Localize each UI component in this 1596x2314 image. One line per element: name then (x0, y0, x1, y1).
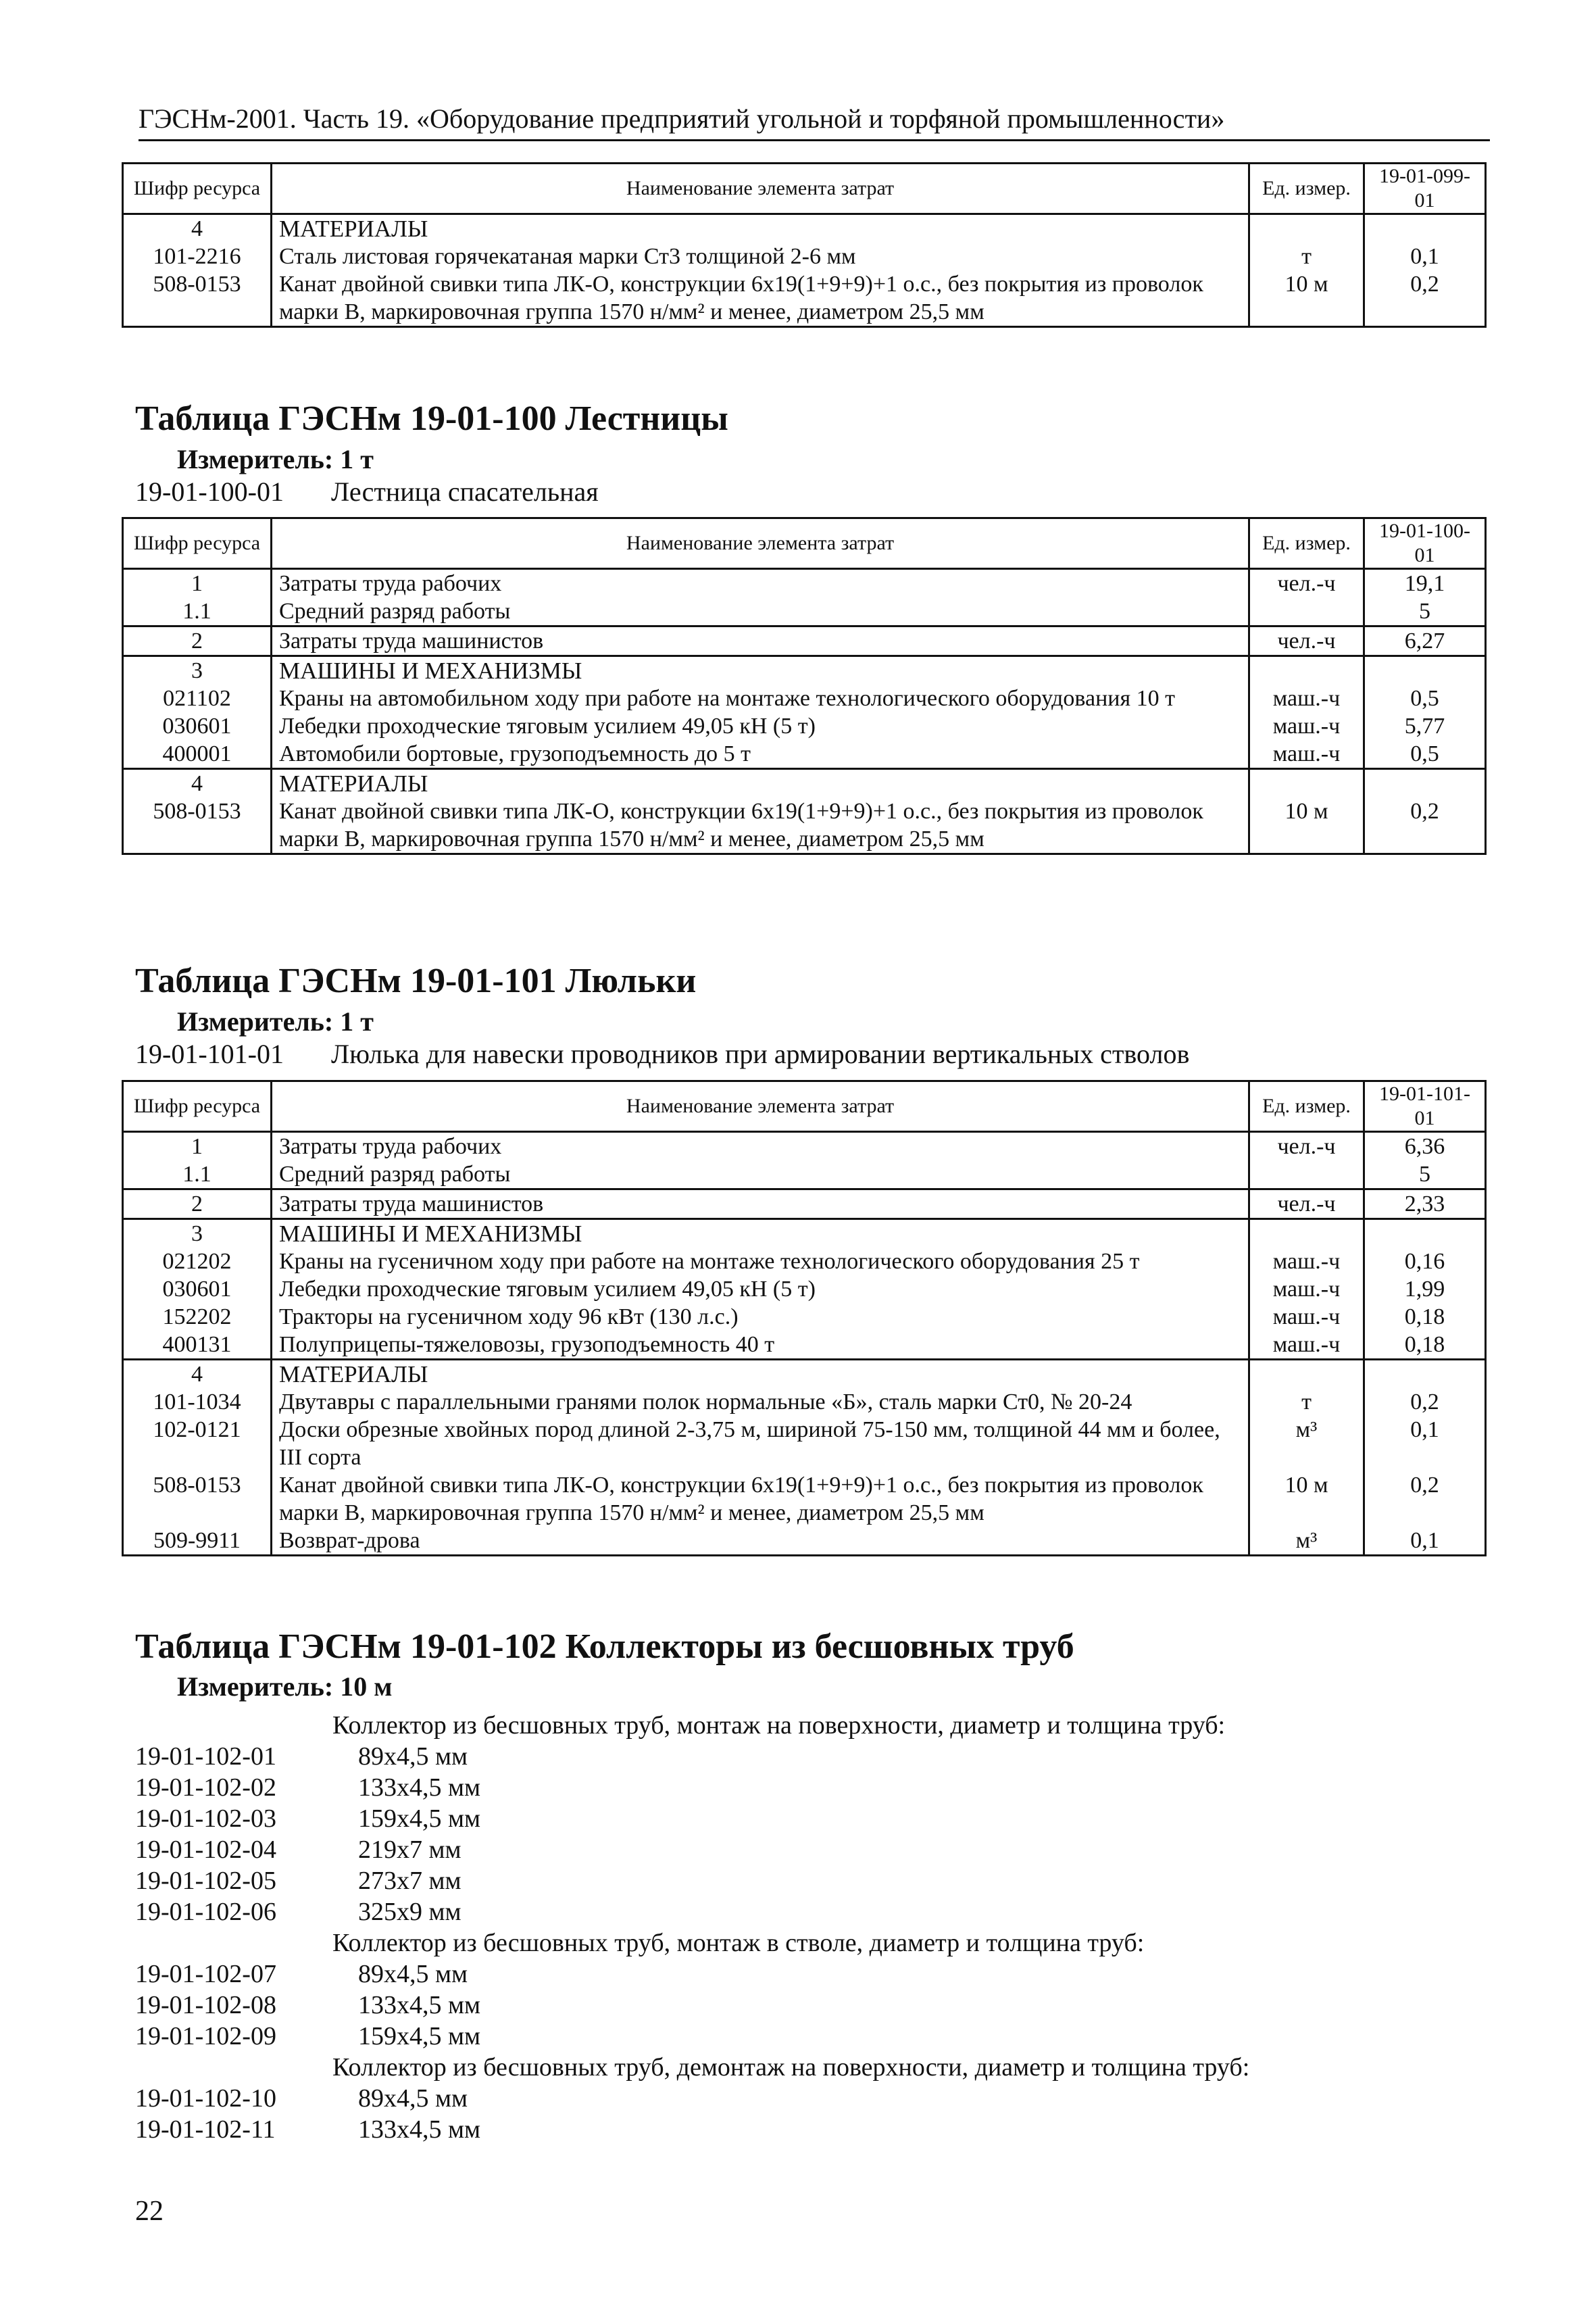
cell-unit (1249, 1160, 1364, 1189)
item-size: 159х4,5 мм (358, 2022, 481, 2050)
table-row (123, 769, 1486, 798)
list-subheading (135, 1710, 1249, 1741)
cell-value: 0,18 (1364, 1331, 1486, 1360)
list-item (135, 1990, 1249, 2021)
cell-unit: чел.-ч (1249, 569, 1364, 598)
cell-name: Сталь листовая горячекатаная марки Ст3 толщиной 2-6 мм (272, 243, 1249, 270)
cell-unit: чел.-ч (1249, 1189, 1364, 1219)
cell-code: 1 (123, 1132, 272, 1161)
cell-code: 508-0153 (123, 1471, 272, 1527)
table-row (123, 569, 1486, 598)
cell-name: Средний разряд работы (272, 597, 1249, 626)
table-row (123, 656, 1486, 685)
cell-value: 0,1 (1364, 1527, 1486, 1556)
cell-name: Двутавры с параллельными гранями полок нормальные «Б», сталь марки Ст0, № 20-24 (272, 1388, 1249, 1416)
table-row (123, 1360, 1486, 1389)
cell-code: 4 (123, 1360, 272, 1389)
cell-code: 508-0153 (123, 270, 272, 327)
table-title-102: Таблица ГЭСНм 19-01-102 Коллекторы из бесшовных труб (135, 1627, 1074, 1666)
table-row (123, 797, 1486, 854)
table-row (123, 1471, 1486, 1527)
list-item (135, 2083, 1249, 2114)
cell-name: Канат двойной свивки типа ЛК-О, конструкции 6х19(1+9+9)+1 о.с., без покрытия из проволок марки В, маркировочная группа 1570 н/мм² и менее, диаметром 25,5 мм (272, 797, 1249, 854)
cell-unit: чел.-ч (1249, 1132, 1364, 1161)
cell-name: Возврат-дрова (272, 1527, 1249, 1556)
table-row (123, 626, 1486, 656)
cell-name: МАТЕРИАЛЫ (272, 1360, 1249, 1389)
cell-unit: 10 м (1249, 270, 1364, 327)
col-header-name: Наименование элемента затрат (272, 518, 1249, 569)
item-code: 19-01-102-01 (135, 1742, 276, 1771)
cell-unit: м³ (1249, 1527, 1364, 1556)
subheading-text: Коллектор из бесшовных труб, монтаж на поверхности, диаметр и толщина труб: (332, 1711, 1226, 1740)
list-subheading (135, 2052, 1249, 2083)
cell-value (1364, 656, 1486, 685)
table-row (123, 1189, 1486, 1219)
cell-code: 102-0121 (123, 1416, 272, 1471)
col-header-code: Шифр ресурса (123, 1081, 272, 1132)
cell-value: 19,1 (1364, 569, 1486, 598)
cell-code: 400131 (123, 1331, 272, 1360)
cell-unit: маш.-ч (1249, 685, 1364, 712)
cell-code: 3 (123, 656, 272, 685)
table-row (123, 712, 1486, 740)
item-code: 19-01-102-06 (135, 1898, 276, 1926)
running-header: ГЭСНм-2001. Часть 19. «Оборудование предприятий угольной и торфяной промышленности» (139, 101, 1490, 141)
cell-value: 1,99 (1364, 1275, 1486, 1303)
item-list-102 (135, 1710, 1249, 2145)
cell-value: 0,2 (1364, 1388, 1486, 1416)
cell-name: Краны на автомобильном ходу при работе на монтаже технологического оборудования 10 т (272, 685, 1249, 712)
table-row (123, 1248, 1486, 1275)
subheading-text: Коллектор из бесшовных труб, монтаж в стволе, диаметр и толщина труб: (332, 1929, 1145, 1957)
item-size: 133х4,5 мм (358, 1991, 481, 2019)
cell-code: 021102 (123, 685, 272, 712)
item-size: 133х4,5 мм (358, 1773, 481, 1802)
cell-value (1364, 1360, 1486, 1389)
cell-unit (1249, 214, 1364, 243)
list-item (135, 1772, 1249, 1803)
cell-value (1364, 1219, 1486, 1248)
cell-name: Доски обрезные хвойных пород длиной 2-3,75 м, шириной 75-150 мм, толщиной 44 мм и более, III сорта (272, 1416, 1249, 1471)
item-code: 19-01-102-03 (135, 1804, 276, 1833)
list-item (135, 1834, 1249, 1865)
cell-code: 4 (123, 214, 272, 243)
cell-value (1364, 214, 1486, 243)
cell-name: МАШИНЫ И МЕХАНИЗМЫ (272, 1219, 1249, 1248)
item-size: 325х9 мм (358, 1898, 462, 1926)
table-row (123, 270, 1486, 327)
list-item (135, 1803, 1249, 1834)
cell-value: 5 (1364, 597, 1486, 626)
table-title-100: Таблица ГЭСНм 19-01-100 Лестницы (135, 399, 728, 438)
cell-code: 3 (123, 1219, 272, 1248)
col-header-unit: Ед. измер. (1249, 164, 1364, 214)
cell-name: Лебедки проходческие тяговым усилием 49,05 кН (5 т) (272, 1275, 1249, 1303)
cell-code: 030601 (123, 712, 272, 740)
cell-unit: маш.-ч (1249, 1248, 1364, 1275)
item-code: 19-01-102-09 (135, 2022, 276, 2050)
table-row (123, 740, 1486, 769)
cell-name: Краны на гусеничном ходу при работе на монтаже технологического оборудования 25 т (272, 1248, 1249, 1275)
col-header-norm: 19-01-101-01 (1364, 1081, 1486, 1132)
cell-name: МАТЕРИАЛЫ (272, 214, 1249, 243)
cell-unit (1249, 1219, 1364, 1248)
col-header-name: Наименование элемента затрат (272, 164, 1249, 214)
table-row (123, 1275, 1486, 1303)
cell-value: 0,5 (1364, 685, 1486, 712)
table-title-101: Таблица ГЭСНм 19-01-101 Люльки (135, 962, 697, 1000)
col-header-norm: 19-01-100-01 (1364, 518, 1486, 569)
item-size: 159х4,5 мм (358, 1804, 481, 1833)
cell-code: 101-2216 (123, 243, 272, 270)
cell-name: МАШИНЫ И МЕХАНИЗМЫ (272, 656, 1249, 685)
cell-value: 6,36 (1364, 1132, 1486, 1161)
list-subheading (135, 1927, 1249, 1959)
cell-code: 509-9911 (123, 1527, 272, 1556)
item-code: 19-01-102-02 (135, 1773, 276, 1802)
cell-unit: чел.-ч (1249, 626, 1364, 656)
col-header-name: Наименование элемента затрат (272, 1081, 1249, 1132)
cell-name: Лебедки проходческие тяговым усилием 49,05 кН (5 т) (272, 712, 1249, 740)
cell-code: 152202 (123, 1303, 272, 1331)
item-code: 19-01-102-08 (135, 1991, 276, 2019)
cell-code: 030601 (123, 1275, 272, 1303)
col-header-norm: 19-01-099-01 (1364, 164, 1486, 214)
cell-unit (1249, 769, 1364, 798)
table-row (123, 243, 1486, 270)
cell-value: 0,5 (1364, 740, 1486, 769)
cell-code: 508-0153 (123, 797, 272, 854)
cell-code: 1.1 (123, 1160, 272, 1189)
meter-101: Измеритель: 1 т (177, 1006, 374, 1037)
item-line-101 (135, 1038, 1189, 1070)
list-item (135, 1865, 1249, 1896)
cell-code: 101-1034 (123, 1388, 272, 1416)
table-row (123, 1416, 1486, 1471)
table-row (123, 214, 1486, 243)
meter-100: Измеритель: 1 т (177, 444, 374, 474)
col-header-code: Шифр ресурса (123, 518, 272, 569)
cell-unit: 10 м (1249, 797, 1364, 854)
table-row (123, 1331, 1486, 1360)
cell-value: 0,2 (1364, 797, 1486, 854)
cell-unit: маш.-ч (1249, 740, 1364, 769)
list-item (135, 1741, 1249, 1772)
col-header-unit: Ед. измер. (1249, 1081, 1364, 1132)
cell-value: 5,77 (1364, 712, 1486, 740)
cell-value: 0,1 (1364, 1416, 1486, 1471)
page-number: 22 (135, 2196, 164, 2227)
cell-value (1364, 769, 1486, 798)
cell-unit: т (1249, 243, 1364, 270)
cell-code: 4 (123, 769, 272, 798)
cell-unit (1249, 656, 1364, 685)
cell-name: Автомобили бортовые, грузоподъемность до 5 т (272, 740, 1249, 769)
item-code: 19-01-102-07 (135, 1960, 276, 1988)
cell-name: Затраты труда машинистов (272, 626, 1249, 656)
cell-code: 1 (123, 569, 272, 598)
cell-name: МАТЕРИАЛЫ (272, 769, 1249, 798)
cell-unit: маш.-ч (1249, 712, 1364, 740)
cell-unit: т (1249, 1388, 1364, 1416)
item-size: 89х4,5 мм (358, 1960, 468, 1988)
cell-name: Канат двойной свивки типа ЛК-О, конструкции 6х19(1+9+9)+1 о.с., без покрытия из проволок марки В, маркировочная группа 1570 н/мм² и менее, диаметром 25,5 мм (272, 1471, 1249, 1527)
cell-name: Затраты труда рабочих (272, 569, 1249, 598)
item-size: 219х7 мм (358, 1836, 462, 1864)
cell-code: 021202 (123, 1248, 272, 1275)
meter-102: Измеритель: 10 м (177, 1671, 393, 1702)
cell-value: 6,27 (1364, 626, 1486, 656)
col-header-unit: Ед. измер. (1249, 518, 1364, 569)
table-row (123, 685, 1486, 712)
list-item (135, 1959, 1249, 1990)
cell-value: 0,16 (1364, 1248, 1486, 1275)
cell-unit: маш.-ч (1249, 1331, 1364, 1360)
cell-name: Тракторы на гусеничном ходу 96 кВт (130 л.с.) (272, 1303, 1249, 1331)
item-size: 89х4,5 мм (358, 1742, 468, 1771)
item-size: 133х4,5 мм (358, 2115, 481, 2144)
cell-value: 0,1 (1364, 243, 1486, 270)
cell-name: Затраты труда рабочих (272, 1132, 1249, 1161)
cell-name: Канат двойной свивки типа ЛК-О, конструкции 6х19(1+9+9)+1 о.с., без покрытия из проволок марки В, маркировочная группа 1570 н/мм² и менее, диаметром 25,5 мм (272, 270, 1249, 327)
cell-code: 2 (123, 1189, 272, 1219)
table-row (123, 1388, 1486, 1416)
table-19-01-100 (122, 517, 1487, 855)
cell-value: 5 (1364, 1160, 1486, 1189)
cell-value: 0,2 (1364, 1471, 1486, 1527)
item-code: 19-01-102-10 (135, 2084, 276, 2113)
cell-code: 400001 (123, 740, 272, 769)
item-size: 273х7 мм (358, 1867, 462, 1895)
item-code: 19-01-101-01 (135, 1039, 284, 1069)
cell-name: Средний разряд работы (272, 1160, 1249, 1189)
table-row (123, 597, 1486, 626)
cell-code: 1.1 (123, 597, 272, 626)
subheading-text: Коллектор из бесшовных труб, демонтаж на поверхности, диаметр и толщина труб: (332, 2053, 1250, 2082)
item-name: Люлька для навески проводников при армировании вертикальных стволов (331, 1039, 1190, 1069)
cell-unit: маш.-ч (1249, 1303, 1364, 1331)
cell-value: 2,33 (1364, 1189, 1486, 1219)
table-19-01-099 (122, 162, 1487, 328)
item-code: 19-01-100-01 (135, 476, 284, 507)
cell-unit (1249, 1360, 1364, 1389)
item-size: 89х4,5 мм (358, 2084, 468, 2113)
table-19-01-101 (122, 1080, 1487, 1556)
table-row (123, 1303, 1486, 1331)
cell-value: 0,2 (1364, 270, 1486, 327)
cell-unit: 10 м (1249, 1471, 1364, 1527)
cell-name: Затраты труда машинистов (272, 1189, 1249, 1219)
table-row (123, 1160, 1486, 1189)
item-code: 19-01-102-11 (135, 2115, 276, 2144)
cell-unit (1249, 597, 1364, 626)
item-code: 19-01-102-05 (135, 1867, 276, 1895)
list-item (135, 2114, 1249, 2145)
list-item (135, 1896, 1249, 1927)
cell-code: 2 (123, 626, 272, 656)
cell-unit: м³ (1249, 1416, 1364, 1471)
list-item (135, 2021, 1249, 2052)
table-row (123, 1219, 1486, 1248)
cell-name: Полуприцепы-тяжеловозы, грузоподъемность 40 т (272, 1331, 1249, 1360)
cell-value: 0,18 (1364, 1303, 1486, 1331)
item-code: 19-01-102-04 (135, 1836, 276, 1864)
cell-unit: маш.-ч (1249, 1275, 1364, 1303)
item-line-100 (135, 476, 599, 508)
col-header-code: Шифр ресурса (123, 164, 272, 214)
table-row (123, 1132, 1486, 1161)
table-row (123, 1527, 1486, 1556)
item-name: Лестница спасательная (331, 476, 599, 507)
